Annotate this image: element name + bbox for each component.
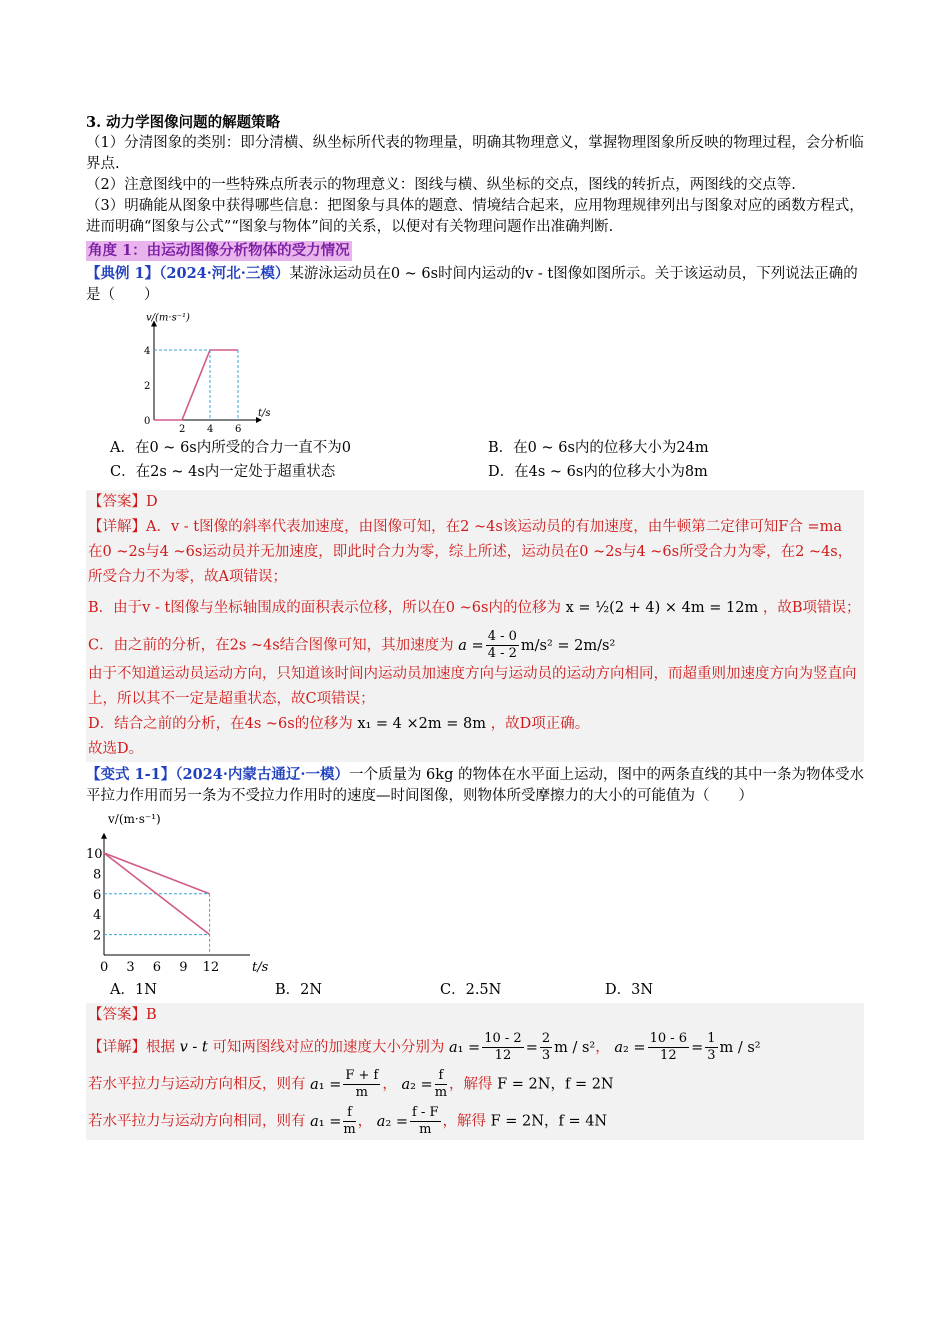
x-tick-label: 2 [179,424,186,435]
y-tick-label: 8 [93,867,102,883]
v-explain-vt: v - t [179,1039,208,1056]
x-tick-label: 0 [100,960,109,975]
strategy-paragraph-3: （3）明确能从图象中获得哪些信息：把图象与具体的题意、情境结合起来，应用物理规律列出与图象对应的函数方程式，进而明确“图象与公式”“图象与物体”间的关系，以便对有关物理问题作出准确判断. [86,198,864,235]
y-axis-label: v/(m·s⁻¹) [146,312,190,324]
frac-den: 3 [541,1048,551,1063]
example1-explain-5: 由于不知道运动员运动方向，只知道该时间内运动员加速度方向与运动员的运动方向相同，而超重则加速度方向为竖直向上，所以其不一定是超重状态，故C项错误； [88,666,857,707]
a1-equation: a₁ = $\frac{10 - 2}{12}$ = $\frac{2}{3}$ m / s² [448,1031,596,1063]
frac-num: f [343,1105,355,1122]
example1-explain-1: 【详解】A．v - t图像的斜率代表加速度，由图像可知，在2 ~4s该运动员的有加速度，由牛顿第二定律可知F合 =ma [88,519,842,535]
frac-num: f - F [412,1105,439,1120]
y-axis-label: v/(m·s⁻¹) [108,812,161,826]
explain-4-text: C．由之前的分析，在2s ~4s结合图像可知，其加速度为 [88,637,454,654]
v-explain-2b: ，解得 [449,1076,493,1093]
unit: m / s² [554,1039,596,1056]
variant1-explain-1: 【详解】根据 v - t 可知两图线对应的加速度大小分别为 a₁ = $\frac{10 - 2}{12}$ = $\frac{2}{3}$ m / s²， a₂ = $\frac{10 - 6}{12}$ = $\frac{1}{3}$ m / s² [88,1031,761,1063]
frac-num: 1 [707,1031,716,1046]
eq-a2: a₂ = $\frac{f}{m}$ [401,1068,448,1100]
strategy-paragraph-1: （1）分清图象的类别：即分清横、纵坐标所代表的物理量，明确其物理意义，掌握物理图象所反映的物理过程，会分析临界点. [86,135,864,172]
variant1-options [86,979,864,1001]
frac-num: 10 - 6 [649,1031,688,1046]
y-tick-label: 4 [144,346,151,357]
example1-options [86,436,864,484]
frac-den: 3 [707,1048,716,1063]
explain-6-text: D．结合之前的分析，在4s ~6s的位移为 [88,716,353,732]
variant1-stem [86,764,864,807]
eq-a2: a₂ = $\frac{f - F}{m}$ [376,1105,439,1137]
v-explain-3b: ，解得 [442,1113,487,1130]
eq-a1: a₁ = $\frac{f}{m}$ [310,1105,356,1137]
frac-den: 4 - 2 [487,646,517,661]
variant1-explain-2: 若水平拉力与运动方向相反，则有 a₁ = $\frac{F + f}{m}$ ， a₂ = $\frac{f}{m}$ ，解得 F = 2N，f = 2N [88,1068,614,1100]
variant1-tag: 【变式 1-1】（2024·内蒙古通辽·一模） [86,766,349,783]
strategy-paragraph-2: （2）注意图线中的一些特殊点所表示的物理意义：图线与横、纵坐标的交点，图线的转折点，两图线的交点等. [86,177,796,193]
variant1-option-b[interactable]: B．2N [275,982,323,998]
variant1-explain-3: 若水平拉力与运动方向相同，则有 a₁ = $\frac{f}{m}$ ， a₂ = $\frac{f - F}{m}$ ，解得 F = 2N，f = 4N [88,1105,608,1137]
series-line [104,853,210,894]
frac-num: 2 [541,1031,551,1046]
frac-den: m [355,1085,368,1100]
y-tick-label: 6 [93,887,102,903]
explain-6-equation: x₁ = 4 ×2m = 8m [357,716,486,732]
x-tick-label: 6 [235,424,242,435]
x-tick-label: 9 [179,960,188,975]
unit: m / s² [719,1039,761,1056]
frac-den: 12 [494,1048,512,1063]
variant1-answer: 【答案】B [88,1007,157,1023]
explain-4-equation: a = $\frac{4 - 0}{4 - 2}$ m/s² = 2m/s² [458,629,616,661]
variant1-option-c[interactable]: C．2.5N [440,982,502,998]
explain-3-tail: ，故B项错误； [762,600,861,616]
example1-answer: 【答案】D [88,494,158,510]
a2-equation: a₂ = $\frac{10 - 6}{12}$ = $\frac{1}{3}$ m / s² [614,1031,761,1063]
x-tick-label: 4 [207,424,214,435]
x-tick-label: 12 [202,960,220,975]
equation-tail: m/s² = 2m/s² [520,637,616,654]
section-title: 3. 动力学图像问题的解题策略 [86,114,281,131]
example1-explain-4 [88,629,862,662]
frac-num: 4 - 0 [487,629,517,644]
example1-explain-2: 在0 ~2s与4 ~6s运动员并无加速度，即此时合力为零，综上所述，运动员在0 ~2s与4 ~6s所受合力为零，在2 ~4s，所受合力不为零，故A项错误； [88,544,853,585]
variant1-answer-box [86,1003,864,1140]
example1-option-c[interactable]: C．在2s ~ 4s内一定处于超重状态 [110,464,336,480]
variant1-vt-chart [86,809,296,979]
example1-option-b[interactable]: B．在0 ~ 6s内的位移大小为24m [488,440,709,456]
example1-stem [86,263,864,306]
y-tick-label: 10 [86,847,103,862]
y-tick-label: 4 [93,908,102,924]
variant1-question: 一个质量为 6kg 的物体在水平面上运动，图中的两条直线的其中一条为物体受水平拉力作用而另一条为不受拉力作用时的速度—时间图像，则物体所受摩擦力的大小的可能值为（ ） [86,767,864,804]
v-explain-3a: 若水平拉力与运动方向相同，则有 [88,1113,306,1130]
eq-a1: a₁ = $\frac{F + f}{m}$ [310,1068,379,1100]
v-explain-1b: 可知两图线对应的加速度大小分别为 [212,1039,445,1056]
x-axis-label: t/s [258,408,271,419]
series-line [154,350,238,420]
example1-option-d[interactable]: D．在4s ~ 6s内的位移大小为8m [488,464,708,480]
y-tick-label: 2 [144,381,151,392]
example1-option-a[interactable]: A．在0 ~ 6s内所受的合力一直不为0 [110,440,351,456]
example1-question: 某游泳运动员在0 ~ 6s时间内运动的v - t图像如图所示。关于该运动员，下列说法正确的是（ ） [86,266,858,303]
frac-den: m [434,1085,448,1100]
explain-3-equation: x = ½(2 + 4) × 4m = 12m [565,600,759,616]
document-page [86,112,864,1140]
v-explain-2a: 若水平拉力与运动方向相反，则有 [88,1076,306,1093]
explain-6-tail: ，故D项正确。 [490,716,590,732]
v-explain-2-result: F = 2N，f = 2N [497,1076,614,1093]
v-explain-3-result: F = 2N，f = 4N [490,1113,608,1130]
y-tick-label: 2 [93,928,102,944]
example1-explain-3 [88,596,862,621]
example1-tag: 【典例 1】（2024·河北·三模） [86,265,290,282]
frac-den: m [343,1122,356,1137]
variant1-option-a[interactable]: A．1N [110,982,157,998]
angle-heading: 角度 1：由运动图像分析物体的受力情况 [88,242,350,259]
x-axis-label: t/s [252,960,269,975]
x-tick-label: 3 [126,960,135,975]
explain-3-text: B．由于v - t图像与坐标轴围成的面积表示位移，所以在0 ~6s内的位移为 [88,600,561,616]
y-tick-label: 0 [144,416,151,427]
example1-explain-6 [88,712,862,737]
v-explain-1a: 【详解】根据 [88,1039,175,1056]
example1-vt-chart [110,308,310,436]
variant1-option-d[interactable]: D．3N [605,982,654,998]
frac-num: 10 - 2 [484,1031,522,1046]
example1-answer-box [86,490,864,762]
frac-num: F + f [345,1068,379,1083]
frac-den: 12 [660,1048,677,1063]
x-tick-label: 6 [152,960,162,975]
y-axis-arrow [101,833,107,839]
example1-explain-7: 故选D。 [88,741,144,757]
frac-num: f [435,1068,447,1085]
frac-den: m [419,1122,432,1137]
